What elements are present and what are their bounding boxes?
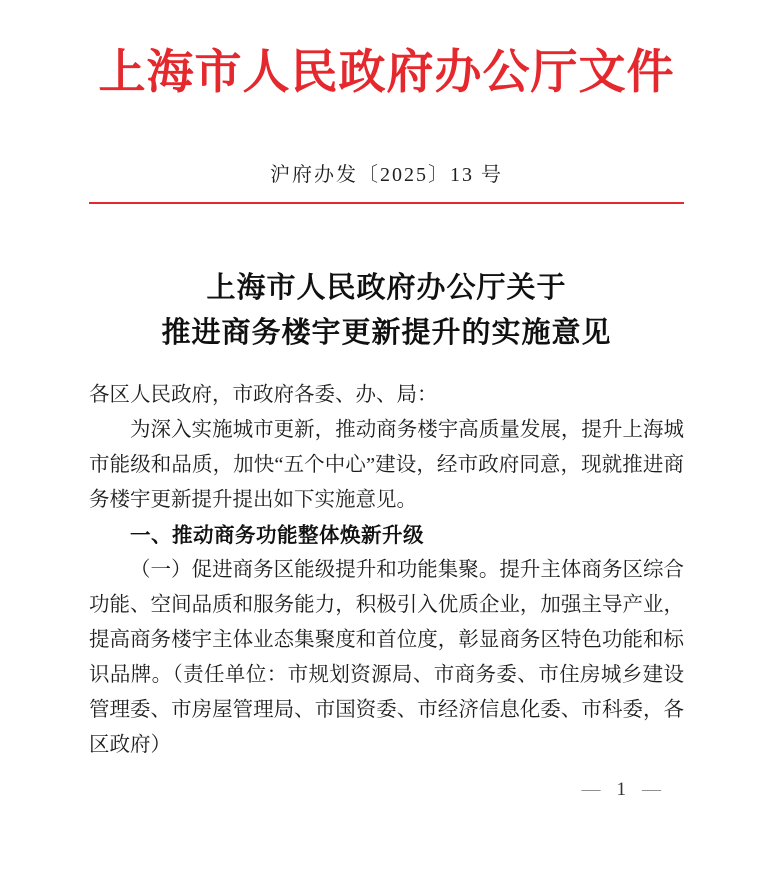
item-body-text: 提升主体商务区综合功能、空间品质和服务能力，积极引入优质企业，加强主导产业，提高商务楼宇主体业态集聚度和首位度，彰显商务区特色功能和标识品牌。（责任单位：市规划资源局、市商务委、市住房城乡建设管理委、市房屋管理局、市国资委、市经济信息化委、市科委，各区政府） [89,559,685,756]
masthead-title: 上海市人民政府办公厅文件 [98,47,675,99]
document-title [0,266,773,356]
page-footer [582,779,662,801]
doc-number: 沪府办发〔2025〕13 号 [270,164,503,186]
item-paragraph [89,553,684,763]
salutation-line: 各区人民政府，市政府各委、办、局： [89,384,438,406]
item-lead-text: （一）促进商务区能级提升和功能集聚。 [130,559,500,581]
page-number: 1 [616,779,626,800]
footer-dash-right: — [642,779,661,800]
footer-dash-left: — [581,779,601,800]
red-divider-line [89,202,684,204]
section-heading: 一、推动商务功能整体焕新升级 [130,524,424,547]
document-title-line2: 推进商务楼宇更新提升的实施意见 [161,317,612,349]
intro-paragraph: 为深入实施城市更新，推动商务楼宇高质量发展，提升上海城市能级和品质，加快“五个中心”建设，经市政府同意，现就推进商务楼宇更新提升提出如下实施意见。 [89,419,684,511]
document-body [89,378,684,763]
document-title-line1: 上海市人民政府办公厅关于 [206,272,567,304]
